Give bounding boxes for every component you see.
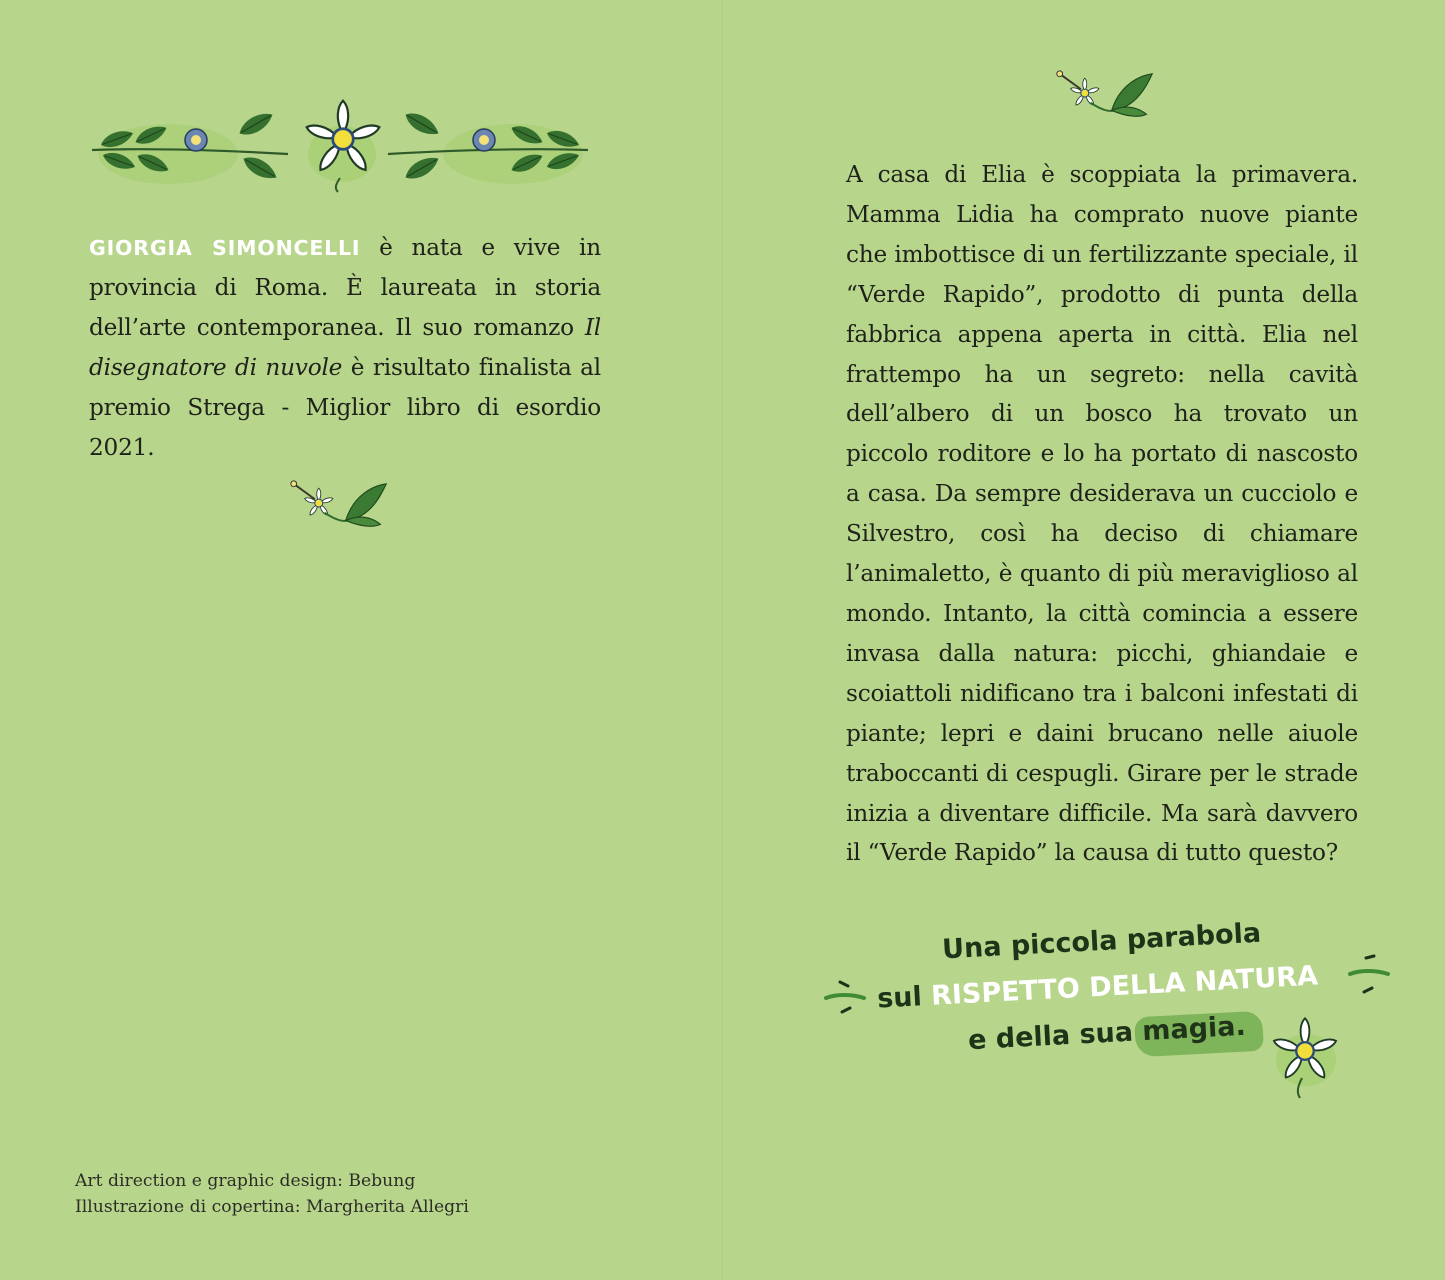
small-flower-illustration	[286, 476, 392, 534]
tagline-line-2: sul RISPETTO DELLA NATURA	[876, 960, 1319, 1015]
tagline-line-3: e della sua magia.	[967, 1010, 1247, 1057]
large-flower-illustration	[1266, 1014, 1348, 1100]
bio-text-1: è nata e vive in provincia di Roma. È laureata in storia dell’arte contemporanea. Il suo romanzo	[89, 234, 601, 341]
credit-design: Art direction e graphic design: Bebung	[75, 1171, 416, 1191]
credit-illustration: Illustrazione di copertina: Margherita Allegri	[75, 1197, 469, 1217]
author-name: GIORGIA SIMONCELLI	[89, 236, 361, 260]
emphasis-dashes-left-icon	[822, 976, 868, 1022]
bio-text-2: è risultato finalista al premio Strega - Miglior libro di esordio 2021.	[89, 354, 602, 461]
book-synopsis: A casa di Elia è scoppiata la primavera. Mamma Lidia ha comprato nuove piante che imbottisce di un fertilizzante speciale, il “Verde Rapido”, prodotto di punta della fabbrica appena aperta in città. Elia nel frattempo ha un segreto: nella cavità dell’albero di un bosco ha trovato un piccolo roditore e lo ha portato di nascosto a casa. Da sempre desiderava un cucciolo e Silvestro, così ha deciso di chiamare l’animaletto, è quanto di più meraviglioso al mondo. Intanto, la città comincia a essere invasa dalla natura: picchi, ghiandaie e scoiattoli nidificano tra i balconi infestati di piante; lepri e daini brucano nelle aiuole traboccanti di cespugli. Girare per le strade inizia a diventare difficile. Ma sarà davvero il “Verde Rapido” la causa di tutto questo?	[846, 161, 1358, 867]
author-bio	[89, 228, 601, 468]
book-title: Il disegnatore di nuvole	[89, 314, 601, 381]
credits	[75, 1168, 469, 1220]
emphasis-dashes-right-icon	[1346, 952, 1392, 998]
floral-garland-illustration	[88, 92, 593, 198]
small-flower-illustration	[1052, 66, 1158, 124]
tagline-line-1: Una piccola parabola	[941, 917, 1262, 966]
